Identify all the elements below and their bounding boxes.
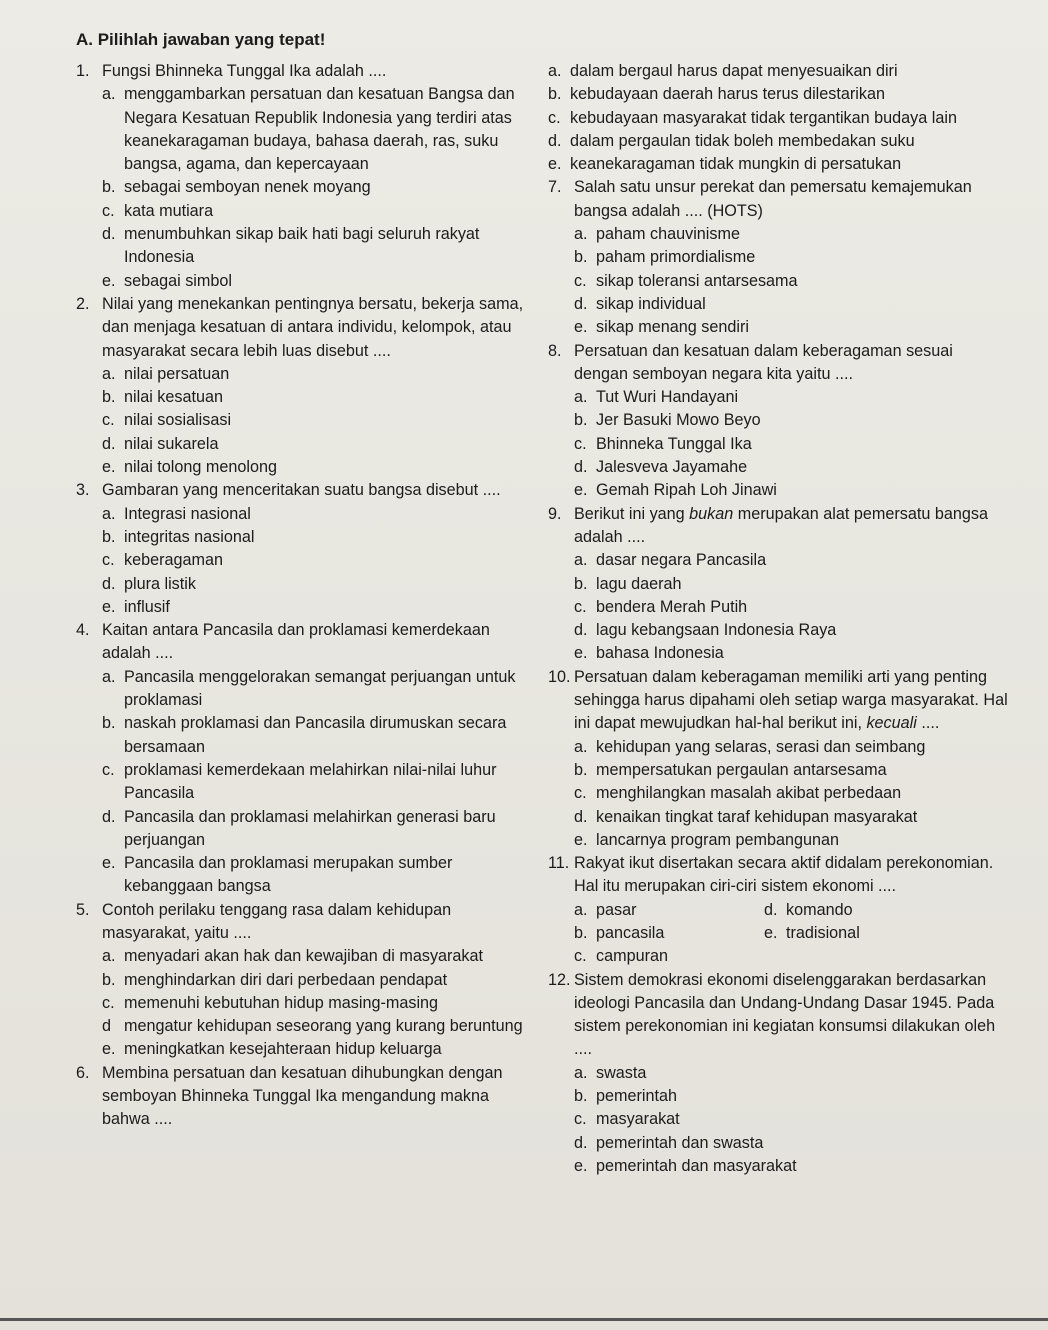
- question-10: [548, 666, 1008, 852]
- question-text: Persatuan dalam keberagaman memiliki arti yang penting sehingga harus dipahami oleh setiap warga masyarakat. Hal ini dapat mewujudkan hal-hal berikut ini, kecuali ....: [574, 667, 1008, 733]
- question-text: Rakyat ikut disertakan secara aktif didalam perekonomian. Hal itu merupakan ciri-ciri sistem ekonomi ....: [574, 854, 994, 896]
- question-number: 3.: [76, 481, 90, 500]
- option-c[interactable]: c. proklamasi kemerdekaan melahirkan nilai-nilai luhur Pancasila: [102, 760, 497, 803]
- question-number: 12.: [548, 970, 571, 989]
- option-a[interactable]: a. kehidupan yang selaras, serasi dan seimbang: [574, 737, 926, 756]
- question-6-options: [548, 60, 1008, 176]
- option-d[interactable]: d. Jalesveva Jayamahe: [574, 458, 748, 477]
- question-text: Salah satu unsur perekat dan pemersatu kemajemukan bangsa adalah .... (HOTS): [574, 178, 972, 220]
- option-c[interactable]: c. nilai sosialisasi: [102, 411, 232, 430]
- option-d[interactable]: d mengatur kehidupan seseorang yang kurang beruntung: [102, 1017, 523, 1036]
- option-d[interactable]: d. Pancasila dan proklamasi melahirkan generasi baru perjuangan: [102, 807, 496, 849]
- option-a[interactable]: a. dasar negara Pancasila: [574, 551, 767, 570]
- question-number: 11.: [548, 854, 570, 873]
- question-5: [76, 899, 538, 1062]
- option-c[interactable]: c. kata mutiara: [102, 201, 214, 220]
- question-4: [76, 619, 538, 899]
- option-a[interactable]: a. paham chauvinisme: [574, 225, 740, 244]
- option-d[interactable]: d. dalam pergaulan tidak boleh membedakan suku: [548, 131, 915, 150]
- option-d[interactable]: d. pemerintah dan swasta: [574, 1133, 764, 1152]
- option-d[interactable]: d. sikap individual: [574, 294, 706, 313]
- question-number: 6.: [76, 1063, 90, 1082]
- option-b[interactable]: b. sebagai semboyan nenek moyang: [102, 178, 371, 197]
- option-e[interactable]: e. sebagai simbol: [102, 271, 232, 290]
- question-text: Gambaran yang menceritakan suatu bangsa disebut ....: [102, 481, 501, 500]
- option-c[interactable]: c. sikap toleransi antarsesama: [574, 271, 798, 290]
- question-text: Berikut ini yang bukan merupakan alat pemersatu bangsa adalah ....: [574, 504, 988, 546]
- option-e[interactable]: e. Pancasila dan proklamasi merupakan sumber kebanggaan bangsa: [102, 854, 453, 896]
- option-a[interactable]: a. nilai persatuan: [102, 364, 230, 383]
- option-e[interactable]: e. Gemah Ripah Loh Jinawi: [574, 481, 777, 500]
- question-text: Persatuan dan kesatuan dalam keberagaman sesuai dengan semboyan negara kita yaitu ....: [574, 341, 953, 383]
- question-11: [548, 852, 1008, 968]
- option-d[interactable]: d. plura listik: [102, 574, 196, 593]
- option-c[interactable]: c. keberagaman: [102, 551, 223, 570]
- option-a[interactable]: a. Tut Wuri Handayani: [574, 388, 739, 407]
- question-12: [548, 969, 1008, 1179]
- question-number: 7.: [548, 178, 562, 197]
- option-d[interactable]: d. kenaikan tingkat taraf kehidupan masyarakat: [574, 807, 918, 826]
- option-e[interactable]: e. nilai tolong menolong: [102, 458, 277, 477]
- left-column: [76, 60, 538, 1132]
- option-b[interactable]: b. integritas nasional: [102, 527, 255, 546]
- question-number: 4.: [76, 621, 90, 640]
- option-d[interactable]: d. nilai sukarela: [102, 434, 219, 453]
- option-b[interactable]: b. pemerintah: [574, 1087, 677, 1106]
- option-c[interactable]: c. masyarakat: [574, 1110, 680, 1129]
- option-a[interactable]: a. menggambarkan persatuan dan kesatuan Bangsa dan Negara Kesatuan Republik Indonesia yang terdiri atas keanekaragaman budaya, bahasa daerah, ras, suku bangsa, agama, dan kepercayaan: [102, 85, 515, 174]
- option-b[interactable]: b. paham primordialisme: [574, 248, 756, 267]
- option-c[interactable]: c. kebudayaan masyarakat tidak tergantikan budaya lain: [548, 108, 957, 127]
- option-a[interactable]: a. swasta: [574, 1063, 647, 1082]
- option-b[interactable]: b. menghindarkan diri dari perbedaan pendapat: [102, 970, 448, 989]
- question-8: [548, 340, 1008, 503]
- question-1: [76, 60, 538, 293]
- question-number: 8.: [548, 341, 562, 360]
- option-a[interactable]: a. Integrasi nasional: [102, 504, 251, 523]
- option-b[interactable]: b. lagu daerah: [574, 574, 682, 593]
- option-e[interactable]: e. sikap menang sendiri: [574, 318, 749, 337]
- option-b[interactable]: b. Jer Basuki Mowo Beyo: [574, 411, 761, 430]
- option-e[interactable]: e. lancarnya program pembangunan: [574, 830, 839, 849]
- question-number: 2.: [76, 294, 90, 313]
- option-e[interactable]: e. meningkatkan kesejahteraan hidup keluarga: [102, 1040, 442, 1059]
- option-a[interactable]: a. dalam bergaul harus dapat menyesuaikan diri: [548, 62, 898, 80]
- question-3: [76, 479, 538, 619]
- question-6: [76, 1062, 538, 1132]
- question-9: [548, 503, 1008, 666]
- question-number: 9.: [548, 504, 562, 523]
- section-heading: A. Pilihlah jawaban yang tepat!: [76, 30, 326, 49]
- option-e[interactable]: e. keanekaragaman tidak mungkin di persatukan: [548, 155, 902, 174]
- option-d[interactable]: d. lagu kebangsaan Indonesia Raya: [574, 621, 837, 640]
- question-2: [76, 293, 538, 479]
- question-text: Sistem demokrasi ekonomi diselenggarakan berdasarkan ideologi Pancasila dan Undang-Undang Dasar 1945. Pada sistem perekonomian ini kegiatan konsumsi dilakukan oleh ....: [574, 970, 996, 1059]
- option-e[interactable]: e. tradisional: [764, 923, 860, 942]
- question-text: Fungsi Bhinneka Tunggal Ika adalah ....: [102, 62, 387, 80]
- option-b[interactable]: b. mempersatukan pergaulan antarsesama: [574, 760, 887, 779]
- option-c[interactable]: c. Bhinneka Tunggal Ika: [574, 434, 752, 453]
- question-text: Nilai yang menekankan pentingnya bersatu, bekerja sama, dan menjaga kesatuan di antara individu, kelompok, atau masyarakat secara lebih luas disebut ....: [102, 294, 524, 360]
- option-b[interactable]: b. naskah proklamasi dan Pancasila dirumuskan secara bersamaan: [102, 714, 507, 756]
- option-c[interactable]: c. memenuhi kebutuhan hidup masing-masing: [102, 993, 439, 1012]
- option-c[interactable]: c. menghilangkan masalah akibat perbedaan: [574, 784, 902, 803]
- question-number: 10.: [548, 667, 571, 686]
- option-e[interactable]: e. influsif: [102, 597, 170, 616]
- option-e[interactable]: e. bahasa Indonesia: [574, 644, 724, 663]
- page-bottom-edge: [0, 1318, 1048, 1321]
- question-7: [548, 176, 1008, 339]
- option-a[interactable]: a. Pancasila menggelorakan semangat perjuangan untuk proklamasi: [102, 667, 516, 710]
- question-number: 5.: [76, 900, 90, 919]
- question-text: Contoh perilaku tenggang rasa dalam kehidupan masyarakat, yaitu ....: [102, 900, 452, 942]
- option-d[interactable]: d. komando: [764, 900, 853, 919]
- option-b[interactable]: b. nilai kesatuan: [102, 388, 223, 407]
- option-a[interactable]: a. menyadari akan hak dan kewajiban di masyarakat: [102, 947, 484, 966]
- question-text: Membina persatuan dan kesatuan dihubungkan dengan semboyan Bhinneka Tunggal Ika mengandung makna bahwa ....: [102, 1063, 503, 1129]
- question-number: 1.: [76, 62, 90, 80]
- option-b[interactable]: b. kebudayaan daerah harus terus dilestarikan: [548, 85, 885, 104]
- option-e[interactable]: e. pemerintah dan masyarakat: [574, 1156, 797, 1175]
- option-c[interactable]: c. campuran: [574, 947, 668, 966]
- option-a[interactable]: a. pasar: [574, 900, 637, 919]
- question-text: Kaitan antara Pancasila dan proklamasi kemerdekaan adalah ....: [102, 621, 490, 663]
- right-column: [548, 60, 1008, 1178]
- option-c[interactable]: c. bendera Merah Putih: [574, 597, 748, 616]
- option-b[interactable]: b. pancasila: [574, 923, 665, 942]
- option-d[interactable]: d. menumbuhkan sikap baik hati bagi seluruh rakyat Indonesia: [102, 225, 480, 267]
